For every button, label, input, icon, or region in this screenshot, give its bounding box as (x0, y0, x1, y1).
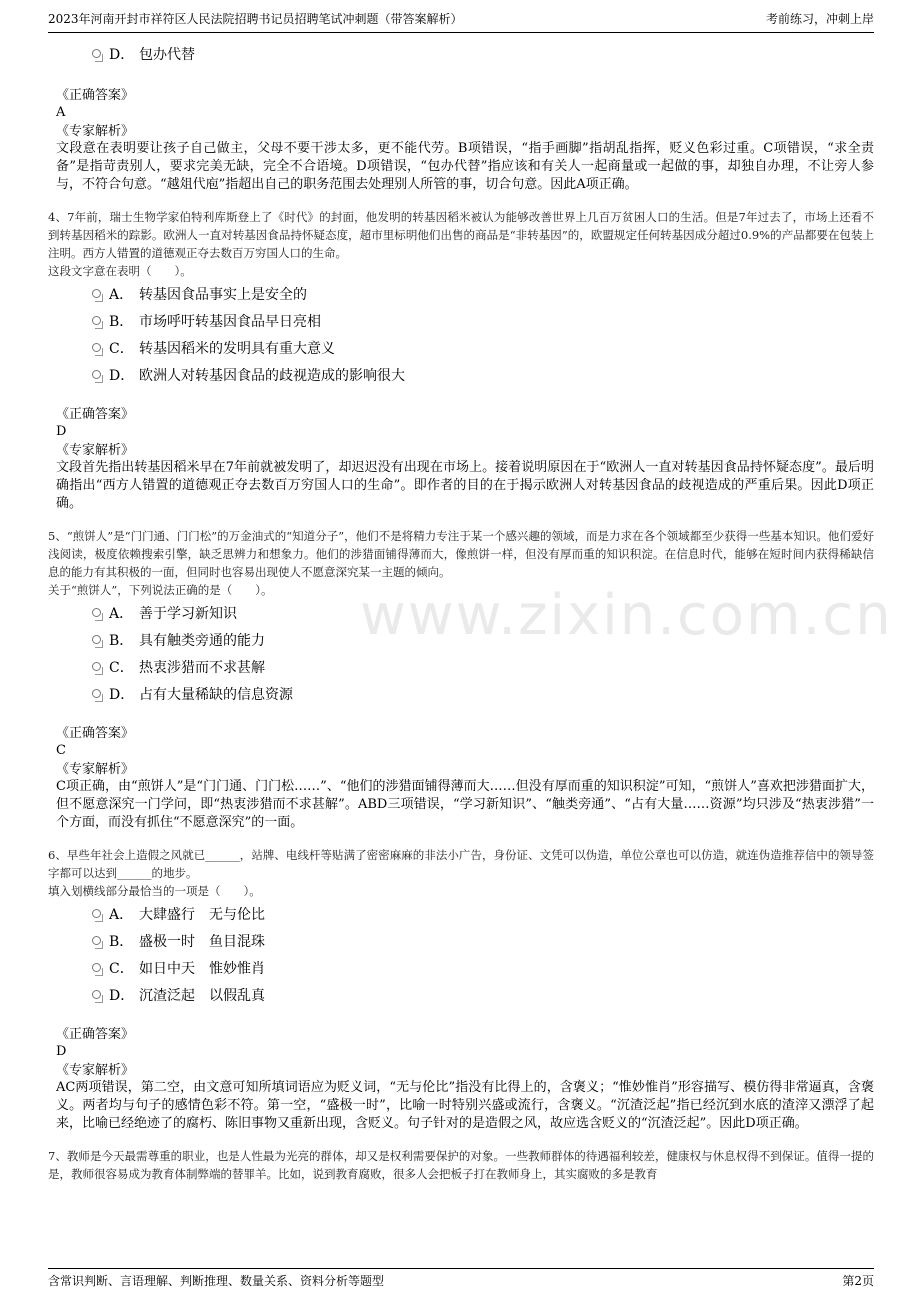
option-text: 转基因食品事实上是安全的 (139, 286, 307, 303)
radio-icon[interactable] (92, 990, 101, 999)
question-prompt: 填入划横线部分最恰当的一项是（ ）。 (48, 884, 261, 898)
option-letter: D． (109, 46, 135, 63)
question-stem: 6、早些年社会上造假之风就已______，站牌、电线杆等贴满了密密麻麻的非法小广告，身份证、文凭可以伪造，单位公章也可以仿造，就连伪造推荐信中的领导签字都可以达到______的地步。 (48, 848, 874, 880)
radio-icon[interactable] (92, 689, 101, 698)
explanation: AC两项错误，第二空，由文意可知所填词语应为贬义词，“无与伦比”指没有比得上的，含褒义；“惟妙惟肖”形容描写、模仿得非常逼真，含褒义。两者均与句子的感情色彩不符。第一空，“盛极一时”，比喻一时特别兴盛或流行，含褒义。“沉渣泛起”指已经沉到水底的渣滓又漂浮了起来，比喻已经绝迹了的腐朽、陈旧事物又重新出现，含贬义。句子针对的是造假之风，故应选含贬义的“沉渣泛起”。因此D项正确。 (56, 1080, 874, 1131)
option-d[interactable] (92, 981, 874, 1008)
question-stem: 7、教师是今天最需尊重的职业，也是人性最为光亮的群体，却又是权利需要保护的对象。一些教师群体的待遇福利较差，健康权与休息权得不到保证。值得一提的是，教师很容易成为教育体制弊端的替罪羊。比如，说到教育腐败，很多人会把板子打在教师身上，其实腐败的多是教育 (48, 1149, 874, 1181)
answer-label: 《正确答案》 (56, 726, 135, 741)
radio-icon[interactable] (92, 963, 101, 972)
header-divider (48, 32, 874, 33)
option-b[interactable] (92, 927, 874, 954)
option-text: 沉渣泛起 以假乱真 (139, 987, 265, 1004)
page-number: 第2页 (842, 1274, 874, 1288)
answer-value: D (56, 424, 67, 439)
option-letter: A． (109, 906, 134, 923)
footer-note: 含常识判断、言语理解、判断推理、数量关系、资料分析等题型 (48, 1274, 385, 1288)
option-text: 热衷涉猎而不求甚解 (139, 659, 265, 676)
option-a[interactable] (92, 280, 874, 307)
option-letter: D． (109, 686, 135, 703)
option-text: 善于学习新知识 (139, 605, 237, 622)
option-letter: A． (109, 286, 134, 303)
analysis-label: 《专家解析》 (56, 124, 135, 139)
option-text: 大肆盛行 无与伦比 (139, 906, 265, 923)
answer-value: C (56, 743, 66, 758)
option-text: 包办代替 (139, 46, 195, 63)
question-stem: 4、7年前，瑞士生物学家伯特利库斯登上了《时代》的封面，他发明的转基因稻米被认为能够改善世界上几百万贫困人口的生活。但是7年过去了，市场上还看不到转基因稻米的踪影。欧洲人一直对转基因食品持怀疑态度，超市里标明他们出售的商品是“非转基因”的，欧盟规定任何转基因成分超过0.9%的产品都要在包装上注明。西方人错置的道德观正夺去数百万穷国人口的生命。 (48, 210, 874, 260)
option-d[interactable] (92, 361, 874, 388)
option-text: 市场呼吁转基因食品早日亮相 (139, 313, 321, 330)
radio-icon[interactable] (92, 49, 101, 58)
option-letter: C． (109, 960, 134, 977)
option-c[interactable] (92, 954, 874, 981)
answer-value: A (56, 105, 66, 120)
option-c[interactable] (92, 653, 874, 680)
radio-icon[interactable] (92, 909, 101, 918)
analysis-label: 《专家解析》 (56, 443, 135, 458)
footer-divider (48, 1268, 874, 1269)
page-content (48, 40, 874, 1183)
option-letter: A． (109, 605, 134, 622)
analysis-label: 《专家解析》 (56, 762, 135, 777)
radio-icon[interactable] (92, 343, 101, 352)
radio-icon[interactable] (92, 370, 101, 379)
option-text: 如日中天 惟妙惟肖 (139, 960, 265, 977)
option-letter: D． (109, 367, 135, 384)
watermark: www.zixin.com.cn (360, 583, 893, 648)
option-text: 转基因稻米的发明具有重大意义 (139, 340, 335, 357)
option-letter: C． (109, 659, 134, 676)
answer-label: 《正确答案》 (56, 88, 135, 103)
page-header (48, 10, 874, 34)
radio-icon[interactable] (92, 316, 101, 325)
option-letter: D． (109, 987, 135, 1004)
question-stem: 5、“煎饼人”是“门门通、门门松”的万金油式的“知道分子”，他们不是将精力专注于某一个感兴趣的领域，而是力求在各个领域都至少获得一些基本知识。他们爱好浅阅读，极度依赖搜索引擎，缺乏思辨力和想象力。他们的涉猎面铺得薄而大，像煎饼一样，但没有厚而重的知识积淀。在信息时代，能够在短时间内获得稀缺信息的能力有其积极的一面，但同时也容易出现使人不愿意深究某一主题的倾向。 (48, 529, 874, 579)
option-letter: C． (109, 340, 134, 357)
option-text: 具有触类旁通的能力 (139, 632, 265, 649)
radio-icon[interactable] (92, 608, 101, 617)
explanation: C项正确，由“煎饼人”是“门门通、门门松……”、“他们的涉猎面铺得薄而大……但没有厚而重的知识积淀”可知，“煎饼人”喜欢把涉猎面扩大，但不愿意深究一门学问，即“热衷涉猎而不求甚解”。ABD三项错误，“学习新知识”、“触类旁通”、“占有大量……资源”均只涉及“热衷涉猎”一个方面，而没有抓住“不愿意深究”的一面。 (56, 779, 874, 830)
radio-icon[interactable] (92, 936, 101, 945)
option-b[interactable] (92, 307, 874, 334)
radio-icon[interactable] (92, 662, 101, 671)
explanation: 文段首先指出转基因稻米早在7年前就被发明了，却迟迟没有出现在市场上。接着说明原因在于“欧洲人一直对转基因食品持怀疑态度”。最后明确指出“西方人错置的道德观正夺去数百万穷国人口的生命”。即作者的目的在于揭示欧洲人对转基因食品的歧视造成的严重后果。因此D项正确。 (56, 460, 874, 511)
header-slogan: 考前练习，冲刺上岸 (765, 12, 874, 26)
option-a[interactable] (92, 599, 874, 626)
analysis-label: 《专家解析》 (56, 1063, 135, 1078)
option-text: 欧洲人对转基因食品的歧视造成的影响很大 (139, 367, 405, 384)
radio-icon[interactable] (92, 635, 101, 644)
question-prompt: 这段文字意在表明（ ）。 (48, 264, 192, 278)
radio-icon[interactable] (92, 289, 101, 298)
option-a[interactable] (92, 900, 874, 927)
option-d[interactable] (92, 680, 874, 707)
header-title: 2023年河南开封市祥符区人民法院招聘书记员招聘笔试冲刺题（带答案解析） (48, 12, 463, 26)
option-b[interactable] (92, 626, 874, 653)
option-text: 盛极一时 鱼目混珠 (139, 933, 265, 950)
answer-value: D (56, 1044, 67, 1059)
option-c[interactable] (92, 334, 874, 361)
question-prompt: 关于“煎饼人”，下列说法正确的是（ ）。 (48, 583, 273, 597)
option-text: 占有大量稀缺的信息资源 (139, 686, 293, 703)
explanation: 文段意在表明要让孩子自己做主，父母不要干涉太多，更不能代劳。B项错误，“指手画脚”指胡乱指挥，贬义色彩过重。C项错误，“求全责备”是指苛责别人，要求完美无缺，完全不合语境。D项错误，“包办代替”指应该和有关人一起商量或一起做的事，却独自办理，不让旁人参与，不符合句意。“越俎代庖”指超出自己的职务范围去处理别人所管的事，切合句意。因此A项正确。 (56, 141, 874, 192)
option-letter: B． (109, 933, 134, 950)
q3-option-d[interactable] (92, 40, 874, 67)
answer-label: 《正确答案》 (56, 407, 135, 422)
answer-label: 《正确答案》 (56, 1027, 135, 1042)
option-letter: B． (109, 632, 134, 649)
option-letter: B． (109, 313, 134, 330)
